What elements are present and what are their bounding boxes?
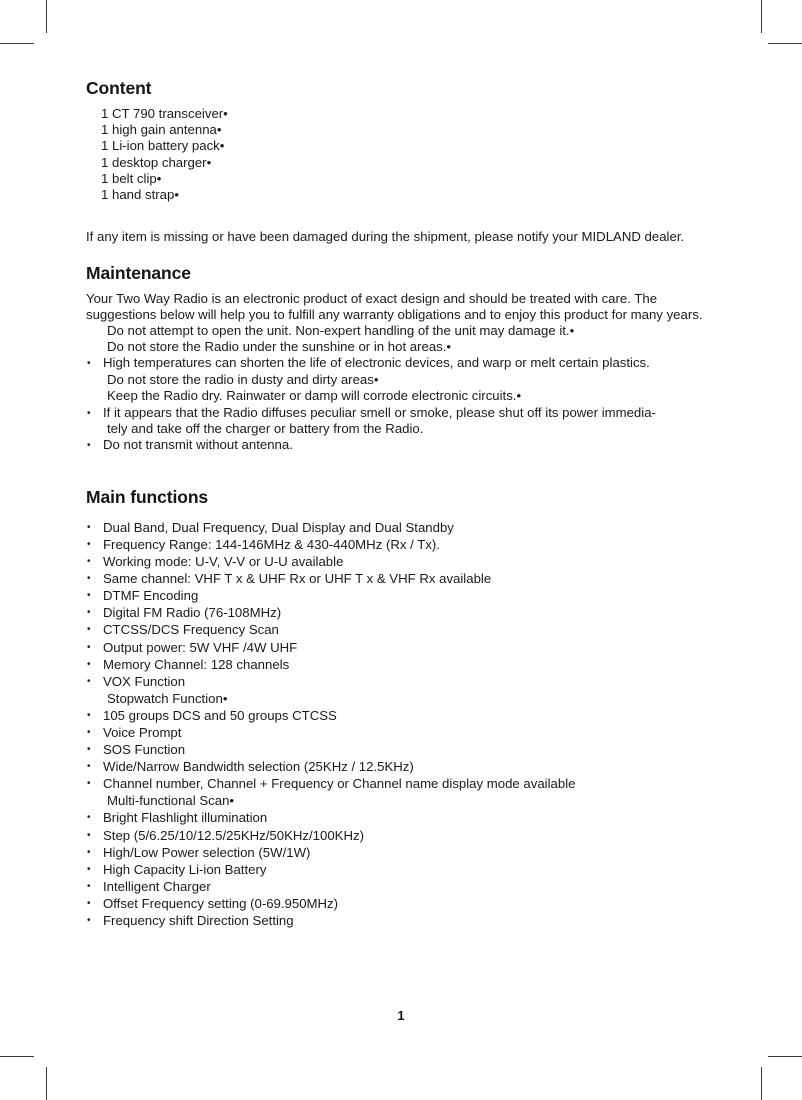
list-item: • Digital FM Radio (76-108MHz) bbox=[86, 604, 714, 621]
main-functions-items-list bbox=[86, 519, 714, 929]
list-item: • SOS Function bbox=[86, 741, 714, 758]
list-item: • VOX Function bbox=[86, 673, 714, 690]
list-item: 1 CT 790 transceiver• bbox=[101, 106, 228, 121]
content-items-list bbox=[86, 106, 714, 203]
spacer bbox=[86, 203, 714, 229]
crop-mark-bottom-left-vertical bbox=[46, 1067, 47, 1100]
list-item: • Dual Band, Dual Frequency, Dual Display and Dual Standby bbox=[86, 519, 714, 536]
heading-main-functions: Main functions bbox=[86, 486, 209, 507]
list-item: Keep the Radio dry. Rainwater or damp will corrode electronic circuits.• bbox=[107, 388, 522, 404]
list-item: • Channel number, Channel + Frequency or Channel name display mode available bbox=[86, 775, 714, 792]
list-item: 1 belt clip• bbox=[101, 170, 162, 186]
list-item: • 105 groups DCS and 50 groups CTCSS bbox=[86, 707, 714, 724]
list-item: • DTMF Encoding bbox=[86, 587, 714, 604]
list-item: • Offset Frequency setting (0-69.950MHz) bbox=[86, 895, 714, 912]
list-item: • Memory Channel: 128 channels bbox=[86, 656, 714, 673]
content-note: If any item is missing or have been damaged during the shipment, please notify your MIDLAND dealer. bbox=[86, 229, 685, 245]
maintenance-intro: Your Two Way Radio is an electronic product of exact design and should be treated with care. The suggestions below will help you to fulfill any warranty obligations and to enjoy this product for many years. bbox=[86, 291, 703, 322]
spacer bbox=[86, 284, 714, 291]
list-item: • Working mode: U-V, V-V or U-U available bbox=[86, 553, 714, 570]
page-number: 1 bbox=[397, 1008, 405, 1023]
list-item: 1 Li-ion battery pack• bbox=[101, 138, 225, 154]
list-item: Do not store the Radio under the sunshine or in hot areas.• bbox=[107, 339, 452, 355]
spacer bbox=[86, 99, 714, 106]
page-content bbox=[86, 78, 714, 929]
crop-mark-top-right-horizontal bbox=[768, 43, 802, 44]
list-item: • Bright Flashlight illumination bbox=[86, 809, 714, 826]
crop-mark-top-left-vertical bbox=[46, 0, 47, 33]
list-item: • High Capacity Li-ion Battery bbox=[86, 861, 714, 878]
list-item: Multi-functional Scan• bbox=[107, 793, 235, 809]
crop-mark-bottom-right-vertical bbox=[761, 1067, 762, 1100]
list-item: • High/Low Power selection (5W/1W) bbox=[86, 844, 714, 861]
list-item: • CTCSS/DCS Frequency Scan bbox=[86, 621, 714, 638]
list-item: • Same channel: VHF T x & UHF Rx or UHF T x & VHF Rx available bbox=[86, 570, 714, 587]
maintenance-items-list bbox=[86, 323, 714, 454]
list-item: • Intelligent Charger bbox=[86, 878, 714, 895]
crop-mark-top-right-vertical bbox=[761, 0, 762, 33]
list-item: • Frequency Range: 144-146MHz & 430-440MHz (Rx / Tx). bbox=[86, 536, 714, 553]
list-item: Stopwatch Function• bbox=[107, 690, 228, 706]
spacer bbox=[86, 245, 714, 263]
list-item: tely and take off the charger or battery from the Radio. bbox=[107, 421, 424, 437]
list-item: • High temperatures can shorten the life of electronic devices, and warp or melt certain plastics. bbox=[86, 355, 714, 371]
crop-mark-bottom-left-horizontal bbox=[0, 1056, 34, 1057]
list-item: 1 hand strap• bbox=[101, 187, 179, 203]
list-item: 1 high gain antenna• bbox=[101, 122, 222, 138]
list-item: Do not attempt to open the unit. Non-expert handling of the unit may damage it.• bbox=[107, 322, 575, 338]
crop-mark-top-left-horizontal bbox=[0, 43, 34, 44]
list-item: • Step (5/6.25/10/12.5/25KHz/50KHz/100KHz) bbox=[86, 827, 714, 844]
heading-content: Content bbox=[86, 78, 152, 98]
spacer bbox=[86, 454, 714, 487]
list-item: • Frequency shift Direction Setting bbox=[86, 912, 714, 929]
list-item: 1 desktop charger• bbox=[101, 154, 212, 170]
list-item: • Output power: 5W VHF /4W UHF bbox=[86, 639, 714, 656]
crop-mark-bottom-right-horizontal bbox=[768, 1056, 802, 1057]
list-item: • Wide/Narrow Bandwidth selection (25KHz / 12.5KHz) bbox=[86, 758, 714, 775]
list-item: Do not store the radio in dusty and dirty areas• bbox=[107, 371, 379, 387]
spacer bbox=[86, 508, 714, 519]
list-item: • If it appears that the Radio diffuses peculiar smell or smoke, please shut off its power immedia- bbox=[86, 405, 714, 421]
list-item: • Do not transmit without antenna. bbox=[86, 437, 714, 453]
list-item: • Voice Prompt bbox=[86, 724, 714, 741]
heading-maintenance: Maintenance bbox=[86, 263, 191, 284]
